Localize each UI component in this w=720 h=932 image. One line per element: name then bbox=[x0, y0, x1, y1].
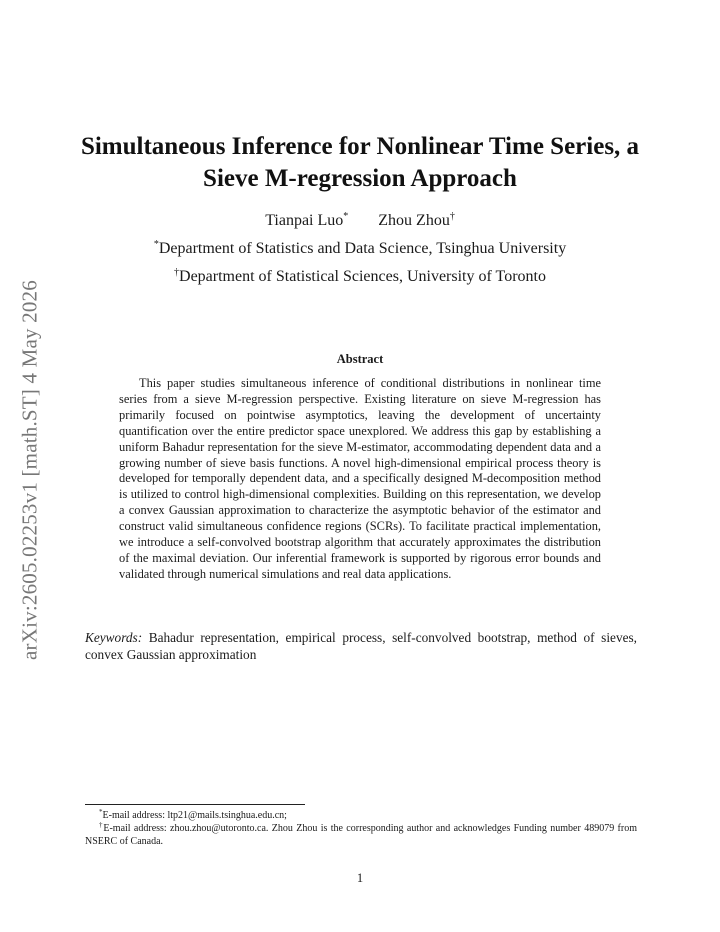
author bbox=[265, 211, 348, 231]
author-name: Zhou Zhou bbox=[378, 212, 450, 229]
affiliation-text: Department of Statistics and Data Science, Tsinghua University bbox=[158, 240, 567, 257]
keywords-text: Bahadur representation, empirical process, self-convolved bootstrap, method of sieves, convex Gaussian approximation bbox=[85, 630, 637, 662]
affiliation bbox=[0, 267, 720, 287]
affiliation-mark: * bbox=[153, 239, 159, 250]
arxiv-identifier-text: arXiv:2605.02253v1 [math.ST] 4 May 2026 bbox=[17, 280, 42, 660]
abstract-body: This paper studies simultaneous inference of conditional distributions in nonlinear time series from a sieve M-regression perspective. Existing literature on sieve M-regression has primarily focused on pointwise asymptotics, leaving the development of uncertainty quantification over the entire predictor space unexplored. We address this gap by establishing a uniform Bahadur representation for the sieve M-estimator, accommodating dependent data and a growing number of sieve basis functions. A novel high-dimensional empirical process theory is developed for temporally dependent data, and a specifically designed M-decomposition method is utilized to control high-dimensional complexities. Building on this representation, we develop a convex Gaussian approximation to characterize the asymptotic behavior of the estimator and construct valid simultaneous confidence regions (SCRs). To facilitate practical implementation, we introduce a self-convolved bootstrap algorithm that accurately approximates the distribution of the maximal deviation. Our inferential framework is supported by rigorous error bounds and validated through numerical simulations and real data applications. bbox=[119, 376, 601, 581]
affiliation bbox=[0, 239, 720, 259]
author-name: Tianpai Luo bbox=[265, 212, 344, 229]
footnote-rule bbox=[85, 804, 305, 805]
keywords bbox=[85, 629, 637, 663]
footnotes bbox=[85, 809, 637, 848]
author-list bbox=[0, 211, 720, 231]
paper-title: Simultaneous Inference for Nonlinear Time Series, a Sieve M-regression Approach bbox=[80, 133, 640, 192]
affiliation-text: Department of Statistical Sciences, University of Toronto bbox=[179, 268, 546, 285]
footnote-mark: † bbox=[99, 821, 104, 829]
footnote-text: E-mail address: zhou.zhou@utoronto.ca. Zhou Zhou is the corresponding author and acknowledges Funding number 489079 from NSERC of Canada. bbox=[85, 823, 637, 847]
author-mark: * bbox=[343, 211, 349, 222]
author bbox=[378, 211, 455, 231]
footnote-mark: * bbox=[99, 808, 103, 816]
footnote-text: E-mail address: ltp21@mails.tsinghua.edu.cn; bbox=[102, 810, 287, 821]
author-mark: † bbox=[449, 211, 455, 222]
page-number: 1 bbox=[356, 871, 364, 885]
affiliation-mark: † bbox=[174, 267, 180, 278]
abstract-heading: Abstract bbox=[336, 352, 384, 366]
keywords-label: Keywords: bbox=[85, 630, 143, 645]
footnote bbox=[85, 809, 637, 822]
footnote bbox=[85, 822, 637, 848]
